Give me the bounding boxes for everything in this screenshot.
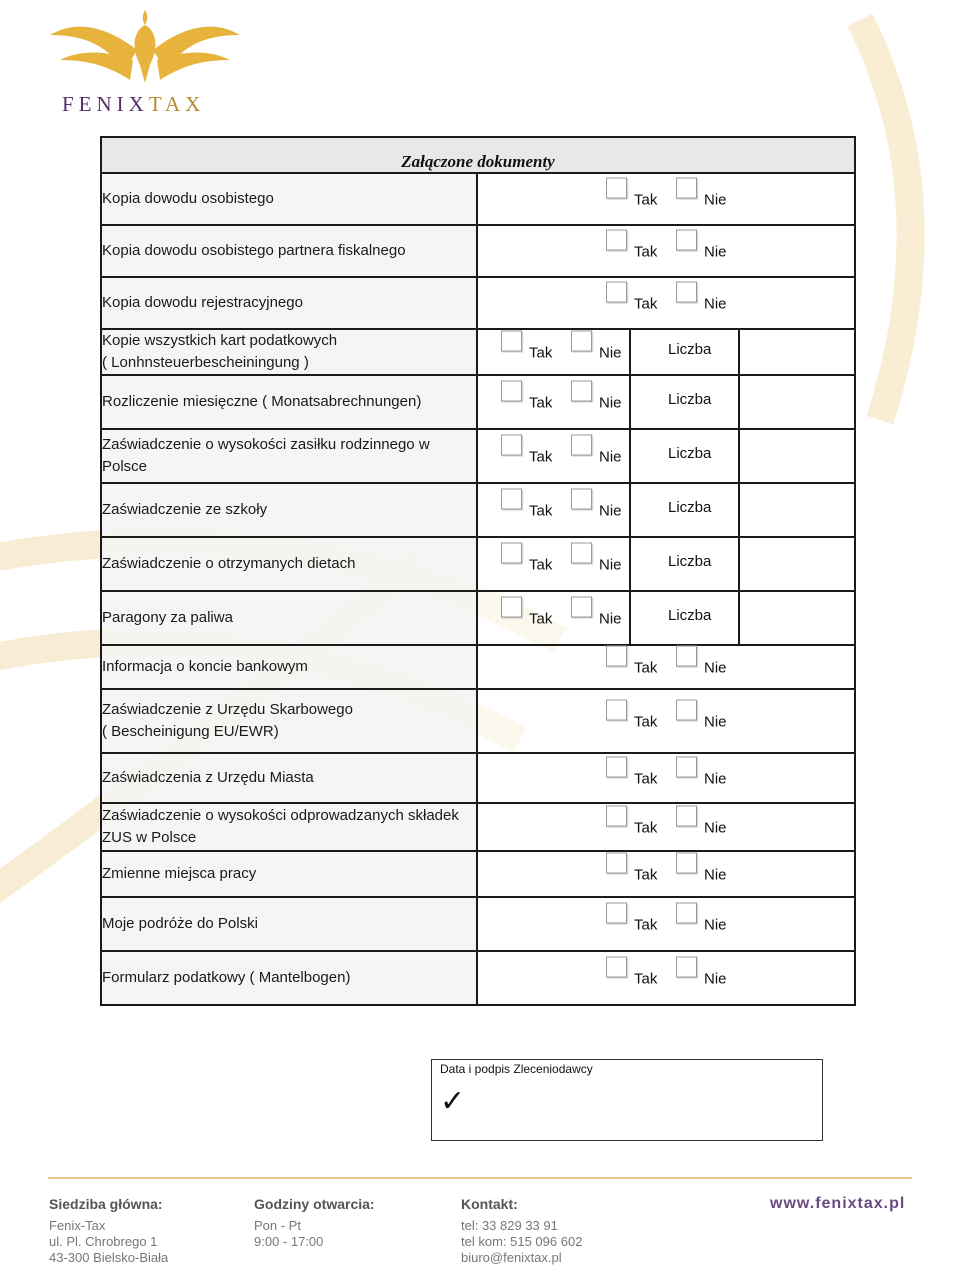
count-label: Liczba xyxy=(668,498,712,516)
footer-line: tel: 33 829 33 91 xyxy=(461,1218,558,1233)
no-checkbox[interactable] xyxy=(676,903,697,924)
yes-label: Tak xyxy=(634,819,658,837)
no-label: Nie xyxy=(599,556,622,574)
yes-checkbox[interactable] xyxy=(606,700,627,721)
signature-label: Data i podpis Zleceniodawcy xyxy=(440,1062,593,1076)
footer-contact-heading: Kontakt: xyxy=(461,1196,518,1212)
option-group xyxy=(606,286,746,321)
no-checkbox[interactable] xyxy=(676,806,697,827)
count-cell[interactable] xyxy=(629,536,740,592)
no-label: Nie xyxy=(599,610,622,628)
yes-option[interactable] xyxy=(606,286,656,316)
yes-option[interactable] xyxy=(501,547,551,577)
yes-option[interactable] xyxy=(606,704,656,734)
option-group xyxy=(606,810,746,845)
option-group xyxy=(606,704,746,739)
no-option[interactable] xyxy=(676,234,726,264)
count-cell[interactable] xyxy=(629,428,740,484)
footer-line: 9:00 - 17:00 xyxy=(254,1234,324,1249)
no-checkbox[interactable] xyxy=(571,597,592,618)
option-group xyxy=(501,335,641,370)
no-option[interactable] xyxy=(676,761,726,791)
no-label: Nie xyxy=(599,394,622,412)
checkmark-icon: ✓ xyxy=(440,1084,466,1119)
brand-wordmark xyxy=(62,92,205,117)
footer-line: 43-300 Bielsko-Biała xyxy=(49,1250,169,1265)
yes-option[interactable] xyxy=(606,907,656,937)
no-option[interactable] xyxy=(676,182,726,212)
no-option[interactable] xyxy=(571,493,621,523)
document-label: Zmienne miejsca pracy xyxy=(101,851,477,897)
count-cell[interactable] xyxy=(629,374,740,430)
footer-line: biuro@fenixtax.pl xyxy=(461,1250,562,1265)
no-label: Nie xyxy=(704,770,727,788)
count-cell[interactable] xyxy=(629,328,740,376)
no-label: Nie xyxy=(599,448,622,466)
yes-checkbox[interactable] xyxy=(606,282,627,303)
no-option[interactable] xyxy=(676,907,726,937)
table-row xyxy=(101,803,855,851)
no-checkbox[interactable] xyxy=(571,489,592,510)
count-label: Liczba xyxy=(668,390,712,408)
document-label: Zaświadczenie o otrzymanych dietach xyxy=(101,537,477,591)
no-label: Nie xyxy=(704,970,727,988)
yes-label: Tak xyxy=(634,866,658,884)
document-label: Kopie wszystkich kart podatkowych ( Lonhnsteuerbescheiningung ) xyxy=(101,329,477,375)
document-label: Formularz podatkowy ( Mantelbogen) xyxy=(101,951,477,1005)
document-options xyxy=(477,591,855,645)
yes-option[interactable] xyxy=(606,234,656,264)
yes-label: Tak xyxy=(529,610,553,628)
document-label: Informacja o koncie bankowym xyxy=(101,645,477,689)
footer-line: ul. Pl. Chrobrego 1 xyxy=(49,1234,158,1249)
document-options xyxy=(477,375,855,429)
option-group xyxy=(606,857,746,892)
no-checkbox[interactable] xyxy=(676,700,697,721)
table-row xyxy=(101,483,855,537)
table-row xyxy=(101,851,855,897)
no-checkbox[interactable] xyxy=(571,331,592,352)
no-option[interactable] xyxy=(571,547,621,577)
table-row xyxy=(101,753,855,803)
table-row xyxy=(101,689,855,753)
yes-option[interactable] xyxy=(606,761,656,791)
document-options xyxy=(477,483,855,537)
document-options xyxy=(477,429,855,483)
no-option[interactable] xyxy=(571,439,621,469)
table-row xyxy=(101,277,855,329)
option-group xyxy=(501,547,641,582)
footer-contact xyxy=(461,1196,582,1266)
document-options xyxy=(477,225,855,277)
no-label: Nie xyxy=(704,243,727,261)
table-row xyxy=(101,429,855,483)
document-options xyxy=(477,277,855,329)
yes-option[interactable] xyxy=(606,182,656,212)
yes-option[interactable] xyxy=(606,810,656,840)
yes-label: Tak xyxy=(634,916,658,934)
document-options xyxy=(477,173,855,225)
table-title: Załączone dokumenty xyxy=(101,137,855,173)
document-label: Zaświadczenie o wysokości zasiłku rodzinnego w Polsce xyxy=(101,429,477,483)
yes-checkbox[interactable] xyxy=(501,597,522,618)
document-options xyxy=(477,689,855,753)
yes-label: Tak xyxy=(529,556,553,574)
no-option[interactable] xyxy=(676,961,726,991)
count-label: Liczba xyxy=(668,444,712,462)
document-label: Zaświadczenie z Urzędu Skarbowego ( Bescheinigung EU/EWR) xyxy=(101,689,477,753)
no-option[interactable] xyxy=(676,286,726,316)
brand-part1: FENIX xyxy=(62,92,149,116)
no-checkbox[interactable] xyxy=(676,957,697,978)
yes-label: Tak xyxy=(634,970,658,988)
table-row xyxy=(101,537,855,591)
footer-hours-heading: Godziny otwarcia: xyxy=(254,1196,375,1212)
no-checkbox[interactable] xyxy=(676,646,697,667)
no-checkbox[interactable] xyxy=(571,381,592,402)
option-group xyxy=(606,761,746,796)
no-label: Nie xyxy=(704,295,727,313)
no-checkbox[interactable] xyxy=(571,543,592,564)
document-label: Kopia dowodu osobistego partnera fiskalnego xyxy=(101,225,477,277)
yes-option[interactable] xyxy=(501,385,551,415)
yes-checkbox[interactable] xyxy=(606,178,627,199)
footer-hours xyxy=(254,1196,375,1250)
yes-checkbox[interactable] xyxy=(606,646,627,667)
option-group xyxy=(501,601,641,636)
count-cell[interactable] xyxy=(629,482,740,538)
no-checkbox[interactable] xyxy=(676,178,697,199)
no-label: Nie xyxy=(704,713,727,731)
footer-divider xyxy=(48,1177,912,1179)
footer-line: tel kom: 515 096 602 xyxy=(461,1234,583,1249)
document-options xyxy=(477,851,855,897)
footer-line: Pon - Pt xyxy=(254,1218,301,1233)
footer-address xyxy=(49,1196,168,1266)
no-option[interactable] xyxy=(571,601,621,631)
yes-label: Tak xyxy=(634,243,658,261)
no-label: Nie xyxy=(704,916,727,934)
document-label: Zaświadczenie ze szkoły xyxy=(101,483,477,537)
option-group xyxy=(501,439,641,474)
table-row xyxy=(101,897,855,951)
table-row xyxy=(101,645,855,689)
document-label: Paragony za paliwa xyxy=(101,591,477,645)
document-label: Kopia dowodu rejestracyjnego xyxy=(101,277,477,329)
no-label: Nie xyxy=(599,502,622,520)
yes-checkbox[interactable] xyxy=(606,757,627,778)
yes-label: Tak xyxy=(634,770,658,788)
document-options xyxy=(477,645,855,689)
document-label: Zaświadczenia z Urzędu Miasta xyxy=(101,753,477,803)
document-options xyxy=(477,897,855,951)
website-link[interactable]: www.fenixtax.pl xyxy=(770,1195,906,1212)
yes-label: Tak xyxy=(634,295,658,313)
document-label: Rozliczenie miesięczne ( Monatsabrechnungen) xyxy=(101,375,477,429)
document-options xyxy=(477,951,855,1005)
yes-label: Tak xyxy=(529,344,553,362)
yes-checkbox[interactable] xyxy=(606,957,627,978)
yes-checkbox[interactable] xyxy=(501,331,522,352)
option-group xyxy=(606,907,746,942)
yes-option[interactable] xyxy=(606,650,656,680)
yes-checkbox[interactable] xyxy=(606,903,627,924)
no-option[interactable] xyxy=(676,810,726,840)
document-options xyxy=(477,803,855,851)
yes-checkbox[interactable] xyxy=(501,489,522,510)
count-label: Liczba xyxy=(668,340,712,358)
option-group xyxy=(606,182,746,217)
document-options xyxy=(477,329,855,375)
option-group xyxy=(501,493,641,528)
document-label: Kopia dowodu osobistego xyxy=(101,173,477,225)
yes-option[interactable] xyxy=(501,439,551,469)
footer-line: Fenix-Tax xyxy=(49,1218,106,1233)
no-checkbox[interactable] xyxy=(676,853,697,874)
option-group xyxy=(606,961,746,996)
no-label: Nie xyxy=(704,866,727,884)
yes-label: Tak xyxy=(529,502,553,520)
signature-box[interactable] xyxy=(431,1059,823,1141)
no-checkbox[interactable] xyxy=(676,757,697,778)
no-label: Nie xyxy=(704,659,727,677)
document-options xyxy=(477,753,855,803)
count-label: Liczba xyxy=(668,552,712,570)
documents-table xyxy=(100,136,856,1006)
yes-label: Tak xyxy=(634,659,658,677)
table-row xyxy=(101,375,855,429)
no-option[interactable] xyxy=(676,704,726,734)
no-checkbox[interactable] xyxy=(676,230,697,251)
no-option[interactable] xyxy=(571,335,621,365)
yes-checkbox[interactable] xyxy=(501,435,522,456)
no-label: Nie xyxy=(704,819,727,837)
table-row xyxy=(101,951,855,1005)
yes-option[interactable] xyxy=(606,857,656,887)
yes-option[interactable] xyxy=(501,601,551,631)
yes-label: Tak xyxy=(634,713,658,731)
yes-option[interactable] xyxy=(606,961,656,991)
yes-label: Tak xyxy=(634,191,658,209)
yes-label: Tak xyxy=(529,448,553,466)
yes-checkbox[interactable] xyxy=(606,230,627,251)
no-label: Nie xyxy=(704,191,727,209)
count-label: Liczba xyxy=(668,606,712,624)
yes-option[interactable] xyxy=(501,335,551,365)
no-option[interactable] xyxy=(571,385,621,415)
document-label: Zaświadczenie o wysokości odprowadzanych składek ZUS w Polsce xyxy=(101,803,477,851)
no-checkbox[interactable] xyxy=(571,435,592,456)
footer-address-heading: Siedziba główna: xyxy=(49,1196,163,1212)
yes-label: Tak xyxy=(529,394,553,412)
table-row xyxy=(101,225,855,277)
no-option[interactable] xyxy=(676,857,726,887)
yes-checkbox[interactable] xyxy=(501,381,522,402)
yes-option[interactable] xyxy=(501,493,551,523)
yes-checkbox[interactable] xyxy=(606,806,627,827)
document-label: Moje podróże do Polski xyxy=(101,897,477,951)
option-group xyxy=(501,385,641,420)
option-group xyxy=(606,234,746,269)
table-row xyxy=(101,173,855,225)
no-option[interactable] xyxy=(676,650,726,680)
no-label: Nie xyxy=(599,344,622,362)
yes-checkbox[interactable] xyxy=(606,853,627,874)
option-group xyxy=(606,650,746,685)
table-row xyxy=(101,591,855,645)
yes-checkbox[interactable] xyxy=(501,543,522,564)
no-checkbox[interactable] xyxy=(676,282,697,303)
count-cell[interactable] xyxy=(629,590,740,646)
document-options xyxy=(477,537,855,591)
table-row xyxy=(101,329,855,375)
brand-part2: TAX xyxy=(148,92,206,116)
